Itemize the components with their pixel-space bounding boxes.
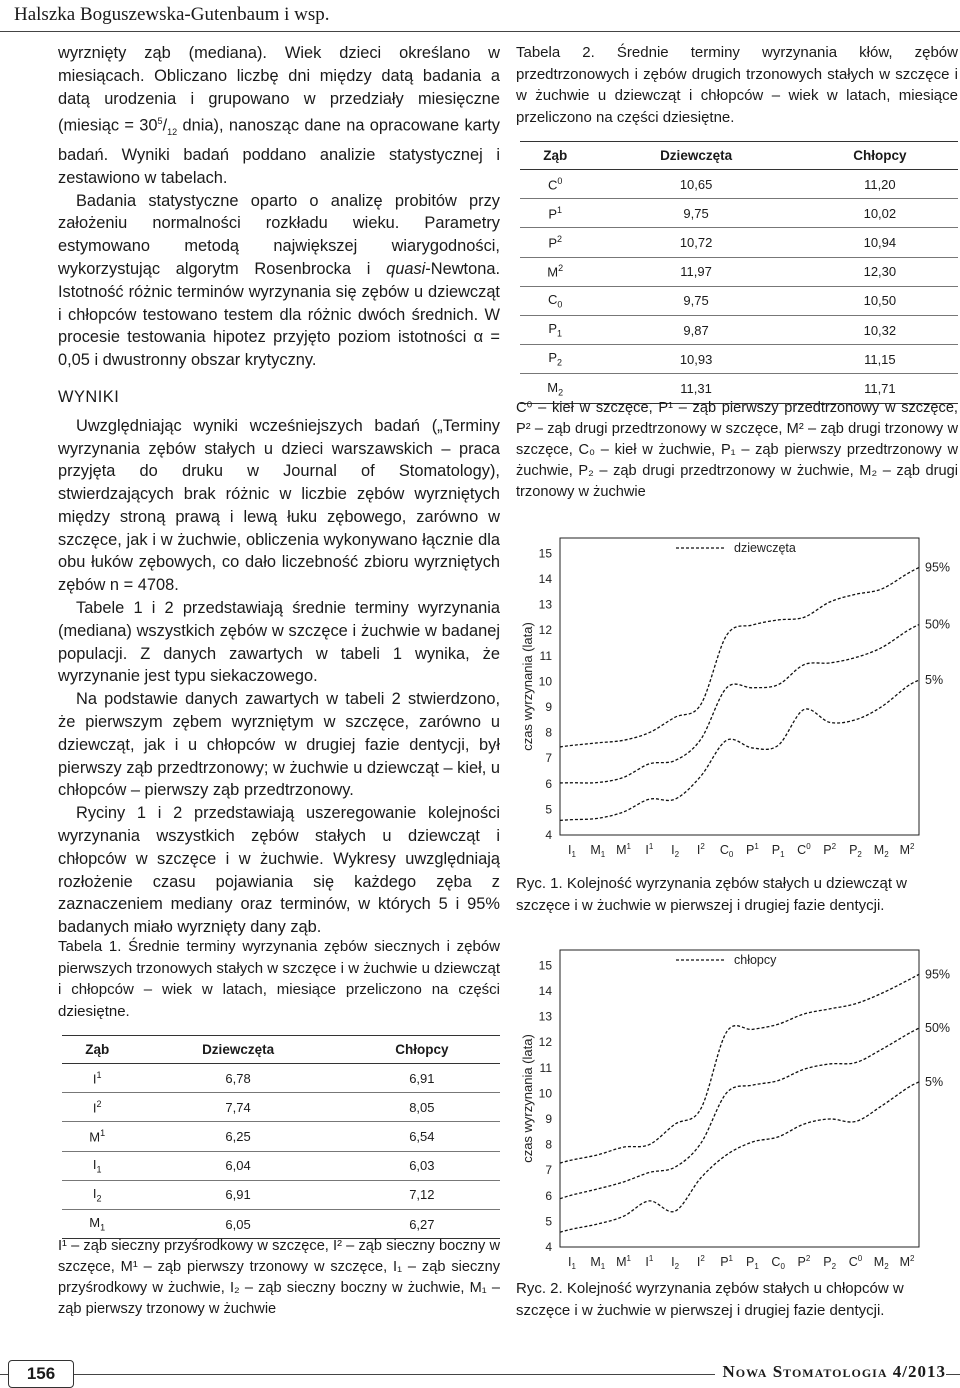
table2 <box>520 141 958 404</box>
paragraph-results-4: Ryciny 1 i 2 przedstawiają uszeregowanie kolejności wyrzynania wszystkich zębów stałych u dziewcząt i chłopców w szczęce i w żuchwie. Wykresy uwzględniają rozłożenie czasu pojawiania się każdego zęba z zaznaczeniem mediany oraz terminów, w których 5 i 95% badanych miało wyrznięty dany ząb. <box>58 804 500 937</box>
y-tick-label: 4 <box>545 1240 552 1254</box>
boys-value-cell: 12,30 <box>802 257 958 286</box>
boys-value-cell: 6,27 <box>344 1209 500 1238</box>
y-tick-label: 12 <box>538 1035 552 1050</box>
y-tick-label: 4 <box>545 828 552 842</box>
girls-value-cell: 9,87 <box>590 315 801 344</box>
y-tick-label: 7 <box>545 751 552 766</box>
boys-value-cell: 10,50 <box>802 286 958 315</box>
paragraph-results-3: Na podstawie danych zawartych w tabeli 2 stwierdzono, że pierwszym zębem wyrzniętym w szczęce, zarówno u dziewcząt, jak i u chłopców w drugiej fazie dentycji, był pierwszy ząb przedtrzonowy; w żuchwie u dziewcząt – kieł, u chłopców – pierwszy ząb przedtrzonowy. <box>58 690 500 800</box>
table-row <box>520 170 958 199</box>
x-tick-label: $C_0$ <box>719 843 734 859</box>
table1-legend: I¹ – ząb sieczny przyśrodkowy w szczęce, I² – ząb sieczny boczny w szczęce, M¹ – ząb pierwszy trzonowy w szczęce, I₁ – ząb sieczny przyśrodkowy w żuchwie, I₂ – ząb sieczny boczny w żuchwie, M₁ – ząb pierwszy trzonowy w żuchwie <box>58 1238 500 1317</box>
x-tick-label: $I_2$ <box>671 1255 680 1271</box>
x-tick-label: $P^2$ <box>797 1254 811 1269</box>
boys-value-cell: 11,20 <box>802 170 958 199</box>
series-label: 5% <box>925 1074 944 1089</box>
series-line-95pct <box>560 974 919 1163</box>
series-line-50pct <box>560 1028 919 1199</box>
tooth-cell: $C_0$ <box>520 286 590 315</box>
x-tick-label: $M_1$ <box>590 1255 606 1271</box>
boys-value-cell: 7,12 <box>344 1180 500 1209</box>
table2-header-girls: Dziewczęta <box>590 142 801 170</box>
x-tick-label: $C_0$ <box>771 1255 785 1271</box>
tooth-cell: $I^1$ <box>62 1064 132 1093</box>
boys-value-cell: 10,32 <box>802 315 958 344</box>
series-label: 5% <box>925 673 944 688</box>
series-label: 50% <box>925 617 951 632</box>
table-row <box>520 228 958 257</box>
table1-header-boys: Chłopcy <box>344 1036 500 1064</box>
table-row <box>62 1093 500 1122</box>
x-tick-label: $M_2$ <box>873 843 889 859</box>
x-tick-label: $P^1$ <box>745 842 759 857</box>
x-tick-label: $I_1$ <box>568 843 576 859</box>
girls-value-cell: 6,91 <box>132 1180 343 1209</box>
tooth-cell: $I_1$ <box>62 1151 132 1180</box>
x-tick-label: $P_2$ <box>849 843 862 859</box>
y-tick-label: 7 <box>545 1163 552 1178</box>
boys-value-cell: 11,15 <box>802 345 958 374</box>
tooth-cell: $M^1$ <box>62 1122 132 1151</box>
figure-1-chart <box>516 530 958 865</box>
girls-value-cell: 7,74 <box>132 1093 343 1122</box>
y-tick-label: 6 <box>545 1188 552 1203</box>
girls-value-cell: 10,93 <box>590 345 801 374</box>
girls-value-cell: 6,78 <box>132 1064 343 1093</box>
tooth-cell: $I_2$ <box>62 1180 132 1209</box>
x-tick-label: $P_1$ <box>745 1255 759 1271</box>
tooth-cell: $P^2$ <box>520 228 590 257</box>
tooth-cell: $M_2$ <box>520 374 590 403</box>
y-tick-label: 14 <box>538 571 552 586</box>
x-tick-label: $C^0$ <box>797 842 811 857</box>
girls-value-cell: 11,97 <box>590 257 801 286</box>
x-tick-label: $P_2$ <box>823 1255 837 1271</box>
header-rule <box>0 31 960 32</box>
girls-value-cell: 6,25 <box>132 1122 343 1151</box>
boys-value-cell: 11,71 <box>802 374 958 403</box>
tooth-cell: $P_2$ <box>520 345 590 374</box>
y-tick-label: 11 <box>539 1060 552 1075</box>
section-heading-results: WYNIKI <box>58 387 120 406</box>
x-tick-label: $M^1$ <box>616 842 631 857</box>
table-row <box>520 257 958 286</box>
tooth-cell: $C^0$ <box>520 170 590 199</box>
table1-caption: Tabela 1. Średnie terminy wyrzynania zębów siecznych i zębów pierwszych trzonowych stałych w szczęce i w żuchwie u dziewcząt i chłopców – wiek w latach, miesiące przeliczono na części dziesiętne. <box>58 938 500 1020</box>
x-tick-label: $P^1$ <box>720 1254 734 1269</box>
x-tick-label: $I_1$ <box>568 1255 576 1271</box>
x-tick-label: $I^2$ <box>696 1254 705 1269</box>
x-tick-label: $M^2$ <box>899 842 915 857</box>
table1 <box>62 1035 500 1239</box>
series-line-50pct <box>560 625 919 783</box>
figure-2-caption: Ryc. 2. Kolejność wyrzynania zębów stałych u chłopców w szczęce i w żuchwie w pierwszej i drugiej fazie dentycji. <box>516 1280 904 1319</box>
running-head: Halszka Boguszewska-Gutenbaum i wsp. <box>14 4 330 25</box>
tooth-cell: $M_1$ <box>62 1209 132 1238</box>
tooth-cell: $P_1$ <box>520 315 590 344</box>
left-column-text <box>58 42 500 939</box>
tooth-cell: $P^1$ <box>520 199 590 228</box>
x-tick-label: $I_2$ <box>671 843 680 859</box>
y-tick-label: 9 <box>545 1111 552 1126</box>
legend-label: chłopcy <box>734 953 777 967</box>
x-tick-label: $M^1$ <box>616 1254 631 1269</box>
y-tick-label: 11 <box>539 648 552 663</box>
figure-2-chart <box>516 942 958 1277</box>
boys-value-cell: 6,03 <box>344 1151 500 1180</box>
paragraph-methods-2: Badania statystyczne oparto o analizę probitów przy założeniu normalności rozkładu wieku. Parametry estymowano metodą największej wiarygodności, wykorzystując algorytm Rosenbrocka i quasi-Newtona. Istotność różnic terminów wyrzynania się zębów u dziewcząt i chłopców testowano testem dla różnic dwóch średnich. W procesie testowania hipotez przyjęto poziom istotności α = 0,05 i dwustronny obszar krytyczny. <box>58 191 500 370</box>
x-tick-label: $P_1$ <box>771 843 785 859</box>
y-tick-label: 5 <box>545 1214 552 1229</box>
girls-value-cell: 6,04 <box>132 1151 343 1180</box>
girls-value-cell: 9,75 <box>590 199 801 228</box>
y-tick-label: 15 <box>538 958 552 973</box>
table-row <box>62 1151 500 1180</box>
girls-value-cell: 10,65 <box>590 170 801 199</box>
y-tick-label: 12 <box>538 623 552 638</box>
table2-header-tooth: Ząb <box>520 142 590 170</box>
boys-value-cell: 10,94 <box>802 228 958 257</box>
plot-frame <box>560 538 919 835</box>
x-tick-label: $M_2$ <box>873 1255 889 1271</box>
y-axis-label: czas wyrzynania (lata) <box>520 1034 535 1163</box>
table-row <box>62 1064 500 1093</box>
y-axis-label: czas wyrzynania (lata) <box>520 622 535 751</box>
y-tick-label: 8 <box>545 725 552 740</box>
series-label: 50% <box>925 1021 951 1036</box>
girls-value-cell: 6,05 <box>132 1209 343 1238</box>
table-row <box>62 1209 500 1238</box>
plot-frame <box>560 950 919 1247</box>
y-tick-label: 13 <box>538 597 552 612</box>
boys-value-cell: 6,54 <box>344 1122 500 1151</box>
y-tick-label: 8 <box>545 1137 552 1152</box>
table-row <box>62 1122 500 1151</box>
tooth-cell: $I^2$ <box>62 1093 132 1122</box>
y-tick-label: 13 <box>538 1009 552 1024</box>
series-line-5pct <box>560 680 919 820</box>
paragraph-methods-1: wyrznięty ząb (mediana). Wiek dzieci określano w miesiącach. Obliczano liczbę dni między datą badania a datą urodzenia i grupowano w przedziały miesięczne (miesiąc = $30^5/_{12}$ dnia), nanosząc dane na opracowane karty badań. Wyniki badań poddano analizie statystycznej i zestawiono w tabelach. <box>58 44 500 187</box>
paragraph-results-2: Tabele 1 i 2 przedstawiają średnie terminy wyrzynania (mediana) wszystkich zębów w szczęce i żuchwie w badanej populacji. Z danych zawartych w tabeli 1 wynika, że wyrzynanie jest typu siekaczowego. <box>58 599 500 686</box>
table-row <box>62 1180 500 1209</box>
table2-caption: Tabela 2. Średnie terminy wyrzynania kłów, zębów przedtrzonowych i zębów drugich trzonowych stałych w szczęce i w żuchwie u dziewcząt i chłopców – wiek w latach, miesiące przeliczono na części dziesiętne. <box>516 44 958 126</box>
series-line-95pct <box>560 567 919 746</box>
x-tick-label: $M_1$ <box>590 843 606 859</box>
y-tick-label: 9 <box>545 699 552 714</box>
y-tick-label: 10 <box>538 674 552 689</box>
y-tick-label: 6 <box>545 776 552 791</box>
y-tick-label: 10 <box>538 1086 552 1101</box>
y-tick-label: 14 <box>538 983 552 998</box>
figure-1-caption: Ryc. 1. Kolejność wyrzynania zębów stałych u dziewcząt w szczęce i w żuchwie w pierwszej i drugiej fazie dentycji. <box>516 875 907 914</box>
x-tick-label: $I^2$ <box>696 842 705 857</box>
boys-value-cell: 10,02 <box>802 199 958 228</box>
table2-legend: C⁰ – kieł w szczęce, P¹ – ząb pierwszy przedtrzonowy w szczęce, P² – ząb drugi przedtrzonowy w szczęce, M² – ząb drugi trzonowy w szczęce, C₀ – kieł w żuchwie, P₁ – ząb pierwszy przedtrzonowy w żuchwie, P₂ – ząb drugi przedtrzonowy w żuchwie, M₂ – ząb drugi trzonowy w żuchwie <box>516 400 958 500</box>
tooth-cell: $M^2$ <box>520 257 590 286</box>
table-row <box>520 345 958 374</box>
x-tick-label: $M^2$ <box>899 1254 915 1269</box>
journal-name: Nowa Stomatologia 4/2013 <box>715 1362 946 1382</box>
table1-header-girls: Dziewczęta <box>132 1036 343 1064</box>
girls-value-cell: 11,31 <box>590 374 801 403</box>
table-row <box>520 315 958 344</box>
x-tick-label: $I^1$ <box>645 842 654 857</box>
x-tick-label: $C^0$ <box>848 1254 863 1269</box>
table-row <box>520 286 958 315</box>
series-label: 95% <box>925 967 951 982</box>
legend-label: dziewczęta <box>734 541 796 555</box>
table-row <box>520 199 958 228</box>
paragraph-results-1: Uwzględniając wyniki wcześniejszych badań („Terminy wyrzynania zębów stałych u dzieci warszawskich – praca przyjęta do druku w Journal of Stomatology), stwierdzających brak różnic w liczbie zębów wyrzniętych między stroną prawą i lewą łuku zębowego, zarówno w szczęce, jak i w żuchwie, obliczenia wykonywano łącznie dla obu łuków zębowych, co dało liczebność zbioru wyrzniętych zębów n = 4708. <box>58 416 500 595</box>
girls-value-cell: 10,72 <box>590 228 801 257</box>
y-tick-label: 15 <box>538 546 552 561</box>
x-tick-label: $I^1$ <box>645 1254 654 1269</box>
y-tick-label: 5 <box>545 802 552 817</box>
table1-header-tooth: Ząb <box>62 1036 132 1064</box>
page-number: 156 <box>8 1360 74 1388</box>
boys-value-cell: 6,91 <box>344 1064 500 1093</box>
series-line-5pct <box>560 1082 919 1232</box>
girls-value-cell: 9,75 <box>590 286 801 315</box>
x-tick-label: $P^2$ <box>823 842 837 857</box>
boys-value-cell: 8,05 <box>344 1093 500 1122</box>
series-label: 95% <box>925 560 951 575</box>
table2-header-boys: Chłopcy <box>802 142 958 170</box>
